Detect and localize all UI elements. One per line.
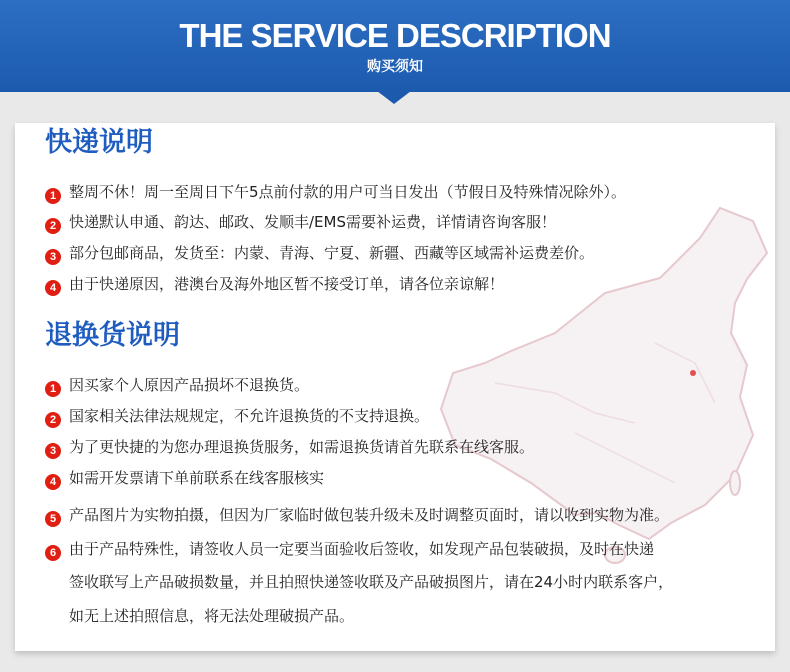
number-5-icon: 5 <box>45 511 61 527</box>
shipping-item-2 <box>45 212 775 234</box>
shipping-item-text: 整周不休！周一至周日下午5点前付款的用户可当日发出（节假日及特殊情况除外）。 <box>69 183 627 201</box>
shipping-item-3 <box>45 243 775 265</box>
returns-item-4 <box>45 468 775 490</box>
banner-title: THE SERVICE DESCRIPTION <box>179 17 611 54</box>
banner-subtitle: 购买须知 <box>367 59 423 75</box>
service-card <box>15 123 775 651</box>
number-1-icon: 1 <box>45 381 61 397</box>
returns-item-2 <box>45 406 775 428</box>
shipping-item-text: 由于快递原因，港澳台及海外地区暂不接受订单，请各位亲谅解！ <box>69 275 505 293</box>
returns-item-text: 产品图片为实物拍摄，但因为厂家临时做包装升级未及时调整页面时，请以收到实物为准。 <box>69 506 670 524</box>
number-2-icon: 2 <box>45 412 61 428</box>
returns-item-6 <box>45 539 775 561</box>
returns-item-1 <box>45 375 775 397</box>
number-6-icon: 6 <box>45 545 61 561</box>
shipping-heading: 快递说明 <box>45 127 153 158</box>
number-4-icon: 4 <box>45 474 61 490</box>
returns-item-text: 国家相关法律法规规定，不允许退换货的不支持退换。 <box>69 407 430 425</box>
returns-item-text-line-2: 签收联写上产品破损数量，并且拍照快递签收联及产品破损图片，请在24小时内联系客户， <box>69 573 674 591</box>
returns-item-text: 如需开发票请下单前联系在线客服核实 <box>69 469 325 487</box>
shipping-item-text: 部分包邮商品，发货至：内蒙、青海、宁夏、新疆、西藏等区域需补运费差价。 <box>69 244 595 262</box>
shipping-item-1 <box>45 182 775 204</box>
number-3-icon: 3 <box>45 443 61 459</box>
returns-item-text-line-3: 如无上述拍照信息，将无法处理破损产品。 <box>69 607 355 625</box>
number-1-icon: 1 <box>45 188 61 204</box>
banner-pointer-icon <box>377 91 411 104</box>
returns-heading: 退换货说明 <box>45 320 180 351</box>
shipping-item-text: 快递默认申通、韵达、邮政、发顺丰/EMS需要补运费，详情请咨询客服！ <box>69 213 556 231</box>
number-2-icon: 2 <box>45 218 61 234</box>
returns-item-text: 为了更快捷的为您办理退换货服务，如需退换货请首先联系在线客服。 <box>69 438 535 456</box>
returns-item-3 <box>45 437 775 459</box>
header-banner <box>0 0 790 92</box>
returns-item-6-continued <box>45 572 775 592</box>
number-4-icon: 4 <box>45 280 61 296</box>
shipping-item-4 <box>45 274 775 296</box>
number-3-icon: 3 <box>45 249 61 265</box>
returns-item-6-continued <box>45 606 775 626</box>
returns-item-text-line-1: 由于产品特殊性，请签收人员一定要当面验收后签收，如发现产品包装破损，及时在快递 <box>69 540 655 558</box>
returns-item-text: 因买家个人原因产品损坏不退换货。 <box>69 376 310 394</box>
returns-item-5 <box>45 505 775 527</box>
